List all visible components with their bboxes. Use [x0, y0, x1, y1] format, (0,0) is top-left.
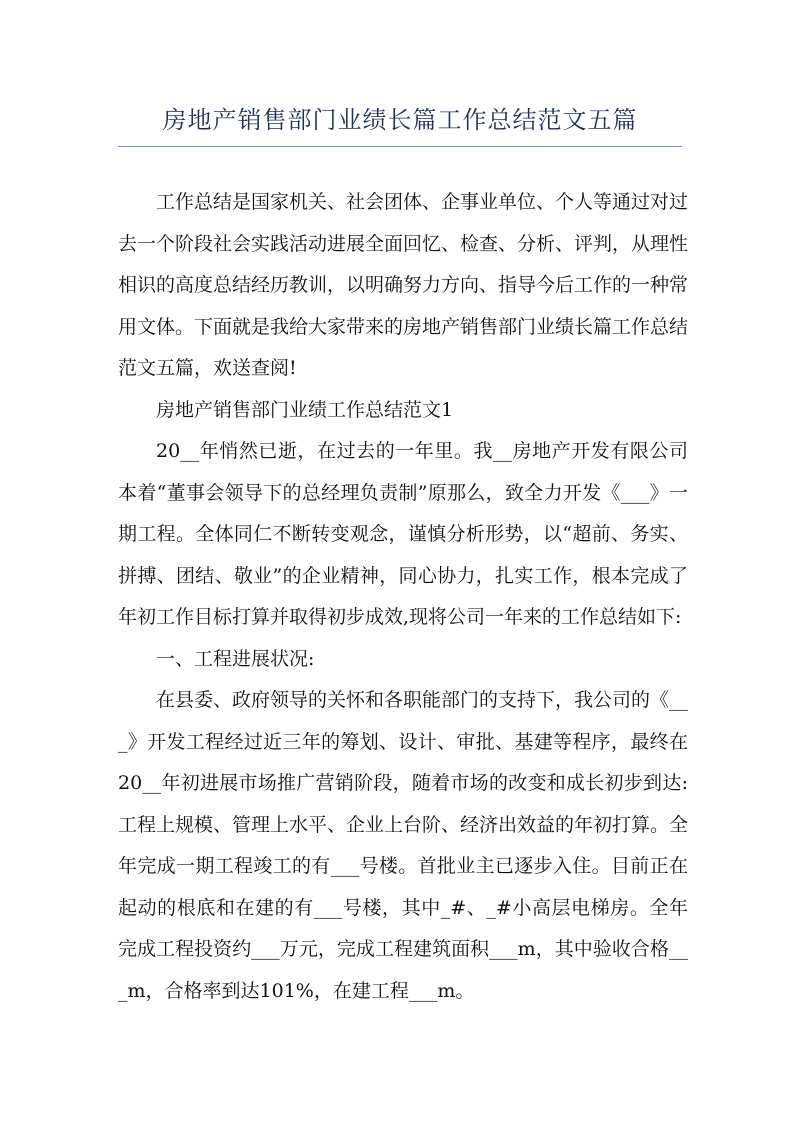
progress-paragraph: 在县委、政府领导的关怀和各职能部门的支持下，我公司的《___》开发工程经过近三年的筹划、设计、审批、基建等程序，最终在20__年初进展市场推广营销阶段，随着市场的改变和成长初步到达:工程上规模、管理上水平、企业上台阶、经济出效益的年初打算。全年完成一期工程竣工的有___号楼。首批业主已逐步入住。目前正在起动的根底和在建的有___号楼，其中_#、_#小高层电梯房。全年完成工程投资约___万元，完成工程建筑面积___m，其中验收合格___m，合格率到达101%，在建工程___m。 — [118, 689, 689, 1002]
document-body — [118, 182, 688, 1012]
subsection-heading: 一、工程进展状况: — [156, 647, 315, 670]
document-title: 房地产销售部门业绩长篇工作总结范文五篇 — [162, 106, 638, 134]
section-heading: 房地产销售部门业绩工作总结范文1 — [156, 398, 454, 421]
summary-paragraph: 20__年悄然已逝，在过去的一年里。我__房地产开发有限公司本着“董事会领导下的总经理负责制”原那么，致全力开发《___》一期工程。全体同仁不断转变观念，谨慎分析形势，以“超前、务实、拼搏、团结、敬业”的企业精神，同心协力，扎实工作，根本完成了年初工作目标打算并取得初步成效,现将公司一年来的工作总结如下: — [118, 440, 688, 628]
title-underline — [118, 146, 682, 147]
intro-paragraph: 工作总结是国家机关、社会团体、企事业单位、个人等通过对过去一个阶段社会实践活动进展全面回忆、检查、分析、评判，从理性相识的高度总结经历教训，以明确努力方向、指导今后工作的一种常用文体。下面就是我给大家带来的房地产销售部门业绩长篇工作总结范文五篇，欢送查阅! — [118, 191, 689, 379]
